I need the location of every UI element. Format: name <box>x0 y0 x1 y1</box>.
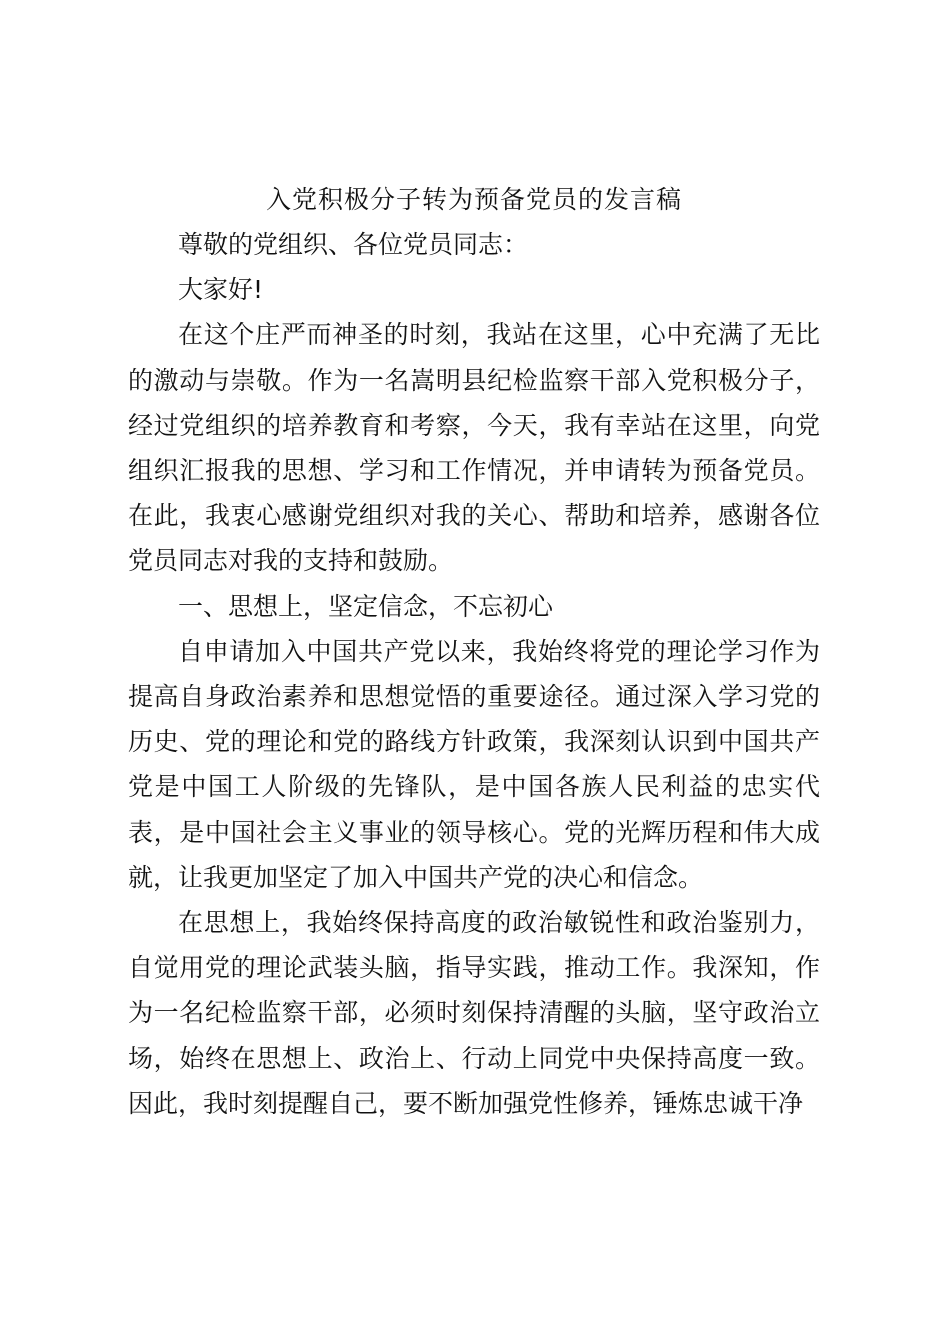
greeting: 大家好! <box>178 275 264 305</box>
paragraph-intro: 在这个庄严而神圣的时刻，我站在这里，心中充满了无比的激动与崇敬。作为一名嵩明县纪检监察干部入党积极分子，经过党组织的培养教育和考察，今天，我有幸站在这里，向党组织汇报我的思想、学习和工作情况，并申请转为预备党员。在此，我衷心感谢党组织对我的关心、帮助和培养，感谢各位党员同志对我的支持和鼓励。 <box>128 320 820 576</box>
document-body <box>128 222 820 1126</box>
salutation: 尊敬的党组织、各位党员同志： <box>178 230 529 259</box>
paragraph-2: 自申请加入中国共产党以来，我始终将党的理论学习作为提高自身政治素养和思想觉悟的重要途径。通过深入学习党的历史、党的理论和党的路线方针政策，我深刻认识到中国共产党是中国工人阶级的先锋队，是中国各族人民利益的忠实代表，是中国社会主义事业的领导核心。党的光辉历程和伟大成就，让我更加坚定了加入中国共产党的决心和信念。 <box>128 636 820 892</box>
section-heading-1: 一、思想上，坚定信念，不忘初心 <box>178 591 554 621</box>
paragraph-3: 在思想上，我始终保持高度的政治敏锐性和政治鉴别力，自觉用党的理论武装头脑，指导实践，推动工作。我深知，作为一名纪检监察干部，必须时刻保持清醒的头脑，坚守政治立场，始终在思想上、政治上、行动上同党中央保持高度一致。因此，我时刻提醒自己，要不断加强党性修养，锤炼忠诚干净 <box>128 908 820 1118</box>
document-title: 入党积极分子转为预备党员的发言稿 <box>265 185 682 214</box>
